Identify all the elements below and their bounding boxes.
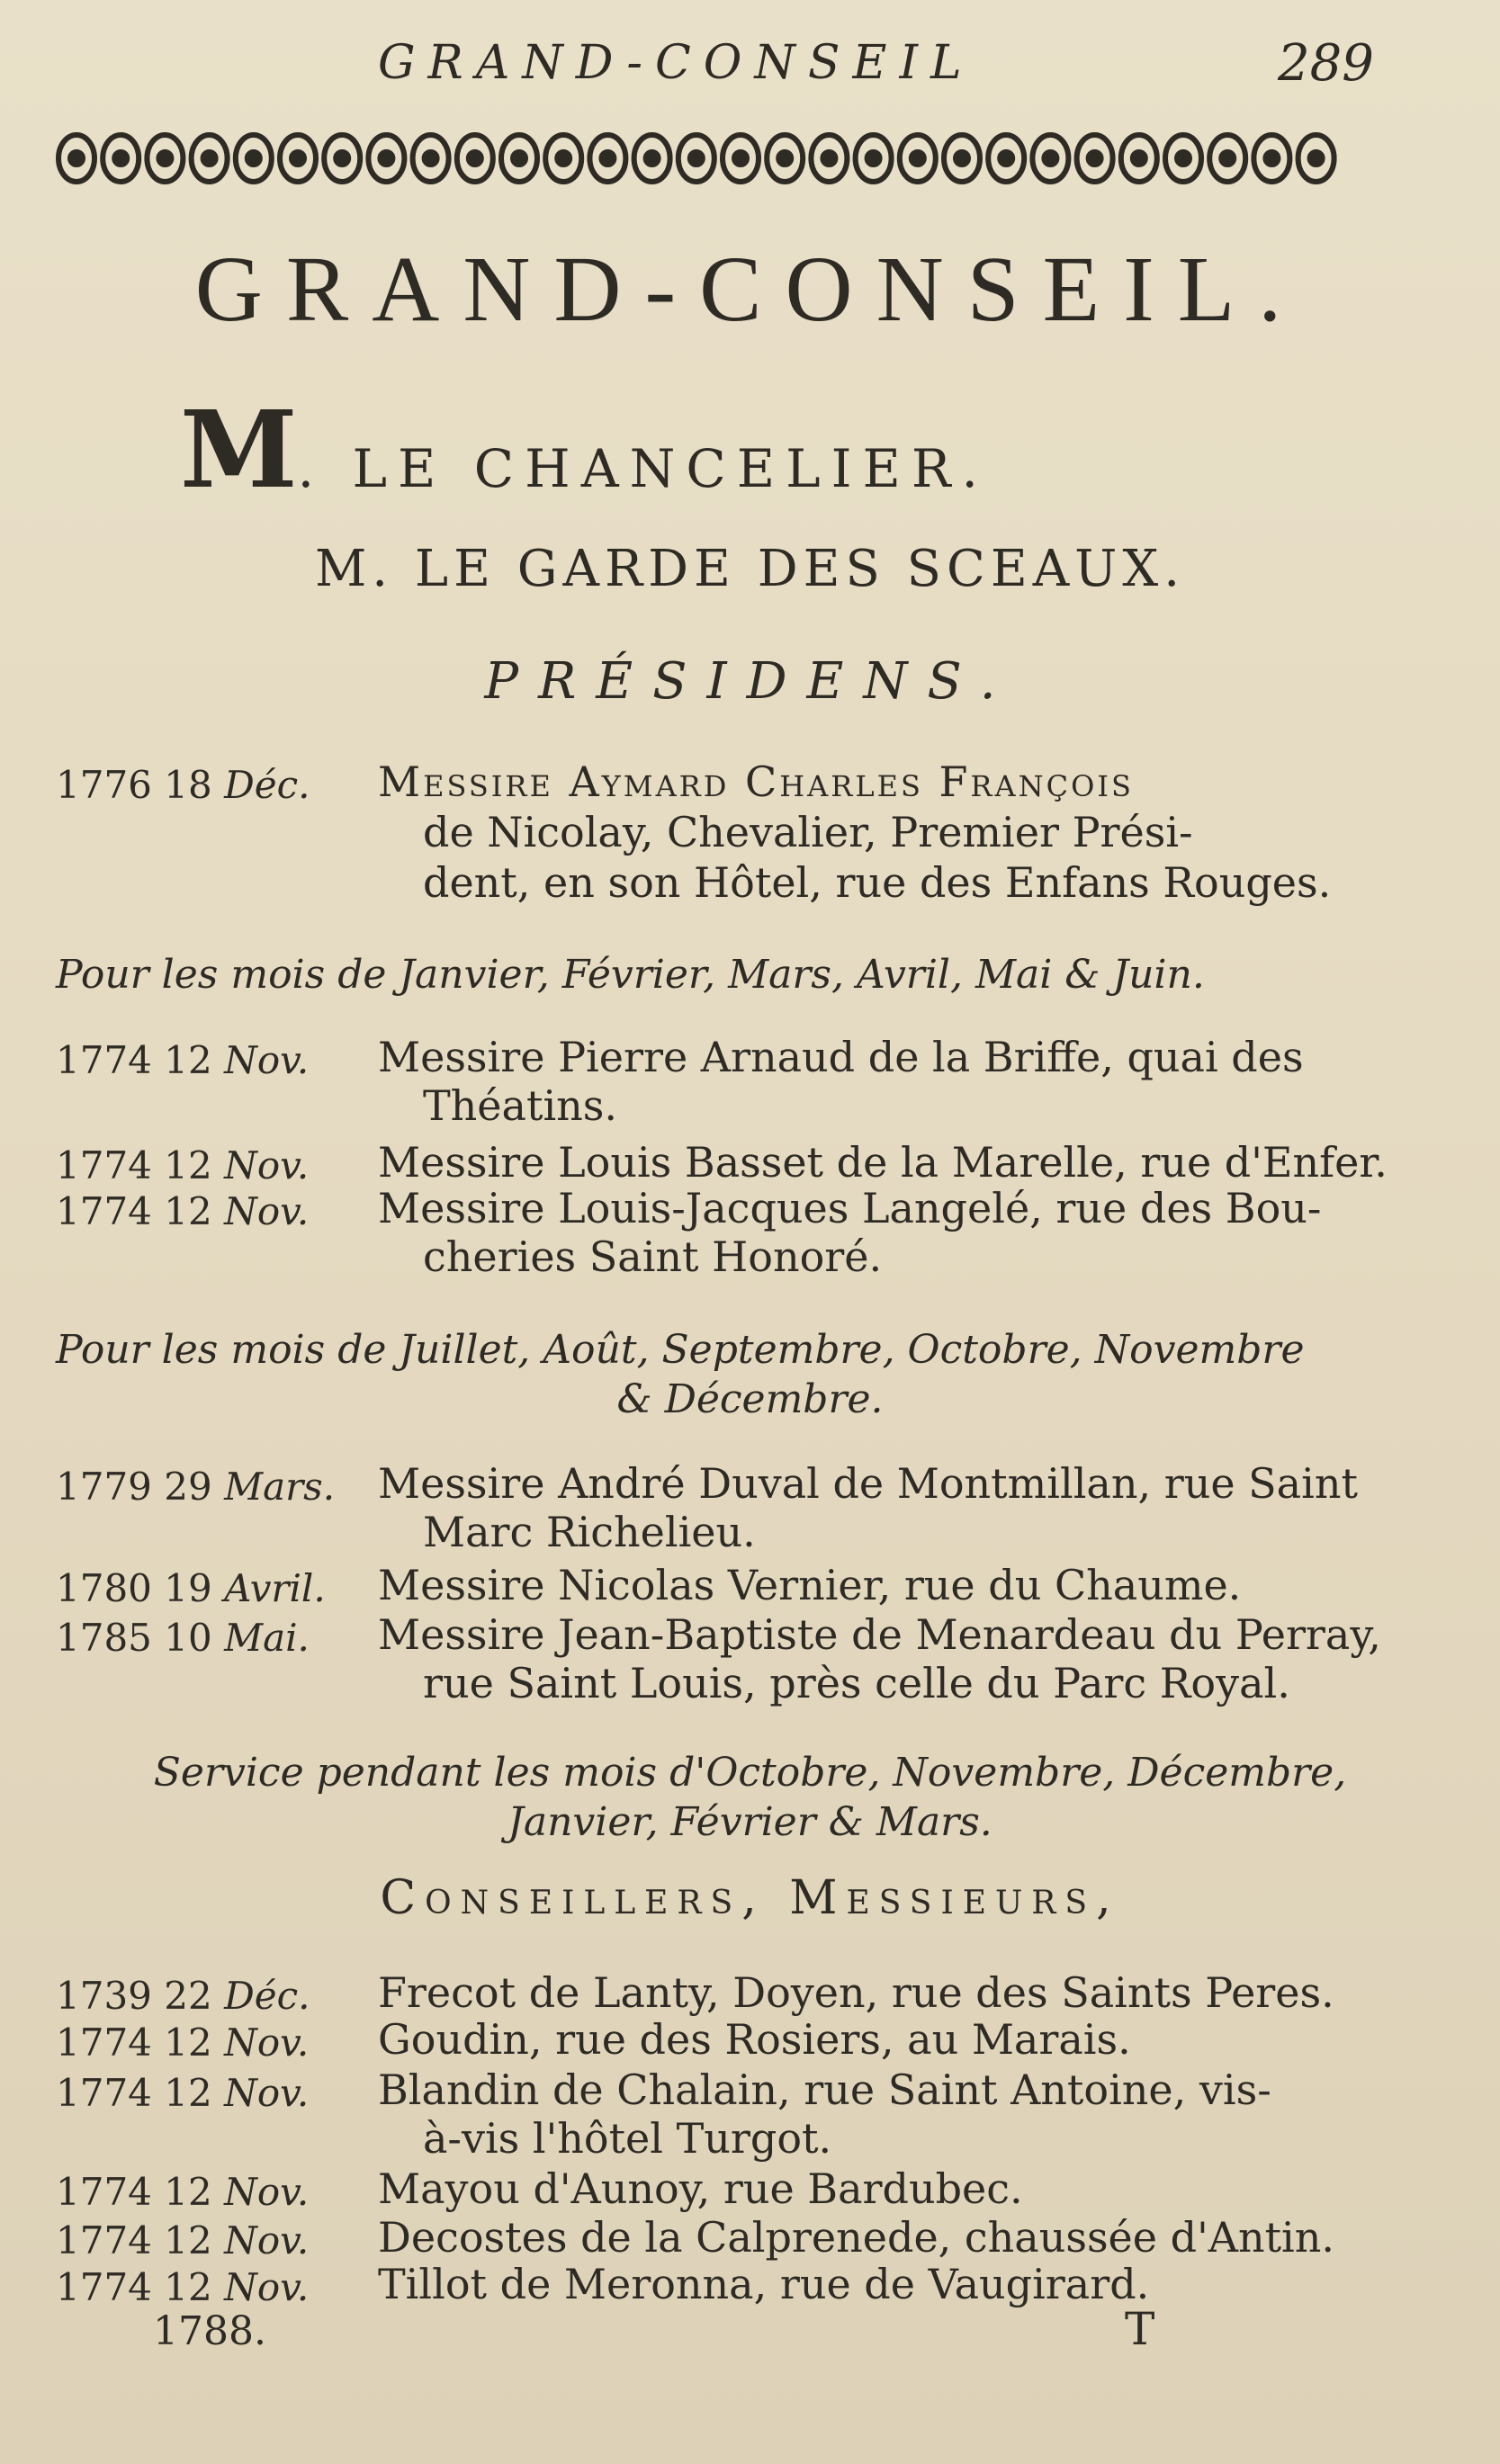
ornament-dot (292, 152, 304, 165)
entry-date (56, 2218, 309, 2262)
chancelier-text: . LE CHANCELIER. (297, 438, 989, 499)
ornament-dot (1044, 152, 1056, 165)
entry-year: 1774 (56, 2265, 152, 2309)
conseillers-heading: Conseillers, Messieurs, (380, 1871, 1120, 1925)
ornament-dot (70, 152, 83, 165)
entry-day: 19 (164, 1566, 212, 1610)
entry-year: 1774 (56, 1038, 152, 1082)
entry-date (56, 1189, 309, 1233)
entry-month: Nov. (224, 2071, 310, 2115)
entry-line: Théatins. (423, 1081, 618, 1130)
ornament-dot (1133, 152, 1145, 165)
entry-line: Messire Louis-Jacques Langelé, rue des Bou- (378, 1184, 1322, 1232)
ornament-dot (867, 152, 880, 165)
ornament-dot (425, 152, 437, 165)
ornament-dot (158, 152, 171, 165)
entry-month: Nov. (224, 2265, 310, 2309)
entry-day: 12 (164, 1143, 212, 1187)
entry-line: de Nicolay, Chevalier, Premier Prési- (423, 808, 1193, 856)
entry-line: Frecot de Lanty, Doyen, rue des Saints Peres. (378, 1968, 1334, 2017)
entry-month: Avril. (224, 1566, 326, 1610)
entry-line: Messire Jean-Baptiste de Menardeau du Perray, (378, 1610, 1381, 1659)
drop-initial: M (180, 387, 298, 512)
ornament-dot (1265, 152, 1278, 165)
entry-line: Marc Richelieu. (423, 1508, 756, 1556)
entry-date (56, 1143, 309, 1187)
ornament-dot (1221, 152, 1234, 165)
entry-year: 1774 (56, 2071, 152, 2115)
entry-year: 1785 (56, 1616, 152, 1660)
ornamental-border (54, 126, 1350, 191)
entry-month: Nov. (224, 2218, 310, 2262)
entry-line: dent, en son Hôtel, rue des Enfans Rouges. (423, 858, 1332, 907)
group-heading: Pour les mois de Juillet, Août, Septembre, Octobre, Novembre (56, 1327, 1305, 1373)
entry-day: 29 (164, 1465, 212, 1509)
ornament-dot (956, 152, 968, 165)
entry-month: Déc. (224, 1974, 310, 2018)
entry-day: 18 (164, 763, 212, 807)
entry-date (56, 2265, 309, 2309)
entry-year: 1780 (56, 1566, 152, 1610)
entry-line: à-vis l'hôtel Turgot. (423, 2114, 832, 2163)
entry-line: Blandin de Chalain, rue Saint Antoine, vis- (378, 2065, 1271, 2114)
entry-date (56, 1974, 310, 2018)
entry-line: Decostes de la Calprenede, chaussée d'Antin. (378, 2213, 1335, 2262)
ornament-dot (912, 152, 924, 165)
ornament-dot (114, 152, 127, 165)
entry-day: 10 (164, 1616, 212, 1660)
entry-month: Mars. (224, 1465, 336, 1509)
ornament-dot (778, 152, 791, 165)
entry-line: Messire Pierre Arnaud de la Briffe, quai des (378, 1033, 1304, 1081)
entry-day: 12 (164, 2218, 212, 2262)
entry-day: 12 (164, 1038, 212, 1082)
entry-day: 12 (164, 2020, 212, 2065)
entry-line: Messire André Duval de Montmillan, rue Saint (378, 1459, 1358, 1508)
entry-line: Messire Aymard Charles François (378, 757, 1134, 806)
entry-line: Messire Nicolas Vernier, rue du Chaume. (378, 1561, 1242, 1609)
entry-month: Nov. (224, 2170, 310, 2214)
presidens-heading: PRÉSIDENS. (484, 652, 1016, 711)
entry-line: Goudin, rue des Rosiers, au Marais. (378, 2015, 1131, 2064)
entry-day: 12 (164, 2071, 212, 2115)
entry-date (56, 2020, 309, 2065)
entry-date (56, 1616, 310, 1660)
page-title: GRAND-CONSEIL. (194, 237, 1306, 341)
entry-year: 1739 (56, 1974, 152, 2018)
service-heading: Janvier, Février & Mars. (507, 1799, 993, 1845)
entry-day: 12 (164, 2170, 212, 2214)
entry-month: Nov. (224, 1143, 310, 1187)
entry-year: 1774 (56, 2218, 152, 2262)
ornament-dot (469, 152, 481, 165)
entry-month: Déc. (224, 763, 310, 807)
ornament-dot (1310, 152, 1323, 165)
entry-month: Nov. (224, 1189, 310, 1233)
entry-day: 12 (164, 2265, 212, 2309)
entry-day: 22 (164, 1974, 212, 2018)
chancelier-line (180, 387, 989, 512)
ornament-dot (513, 152, 525, 165)
group-heading: & Décembre. (616, 1376, 884, 1422)
ornament-dot (734, 152, 747, 165)
entry-year: 1774 (56, 1189, 152, 1233)
entry-line: rue Saint Louis, près celle du Parc Royal. (423, 1659, 1290, 1707)
ornament-dot (247, 152, 260, 165)
entry-year: 1774 (56, 2020, 152, 2065)
page-number: 289 (1278, 34, 1374, 93)
imprint-year: 1788. (153, 2308, 266, 2354)
ornament-dot (1089, 152, 1101, 165)
ornament-dot (336, 152, 348, 165)
entry-line: Messire Louis Basset de la Marelle, rue d'Enfer. (378, 1138, 1388, 1187)
entry-date (56, 763, 310, 807)
entry-year: 1779 (56, 1465, 152, 1509)
ornament-dot (601, 152, 614, 165)
entry-date (56, 1465, 335, 1509)
service-heading: Service pendant les mois d'Octobre, Novembre, Décembre, (153, 1750, 1347, 1796)
entry-year: 1774 (56, 2170, 152, 2214)
garde-des-sceaux: M. LE GARDE DES SCEAUX. (314, 540, 1186, 598)
entry-month: Mai. (224, 1616, 310, 1660)
entry-day: 12 (164, 1189, 212, 1233)
entry-month: Nov. (224, 2020, 310, 2065)
group-heading: Pour les mois de Janvier, Février, Mars, Avril, Mai & Juin. (56, 952, 1205, 998)
ornament-dot (690, 152, 703, 165)
entry-date (56, 1038, 309, 1082)
entry-date (56, 1566, 326, 1610)
ornament-dot (822, 152, 835, 165)
ornament-dot (557, 152, 570, 165)
entry-line: Mayou d'Aunoy, rue Bardubec. (378, 2164, 1023, 2213)
entry-year: 1776 (56, 763, 152, 807)
ornament-dot (646, 152, 659, 165)
entry-year: 1774 (56, 1143, 152, 1187)
ornament-dot (203, 152, 216, 165)
ornament-dot (1000, 152, 1012, 165)
entry-line: Tillot de Meronna, rue de Vaugirard. (378, 2260, 1150, 2308)
signature-mark: T (1125, 2303, 1155, 2355)
running-head: GRAND-CONSEIL (378, 36, 975, 90)
entry-date (56, 2071, 309, 2115)
entry-line: cheries Saint Honoré. (423, 1232, 883, 1281)
ornament-dot (380, 152, 392, 165)
entry-month: Nov. (224, 1038, 310, 1082)
ornament-dot (1177, 152, 1190, 165)
entry-date (56, 2170, 309, 2214)
